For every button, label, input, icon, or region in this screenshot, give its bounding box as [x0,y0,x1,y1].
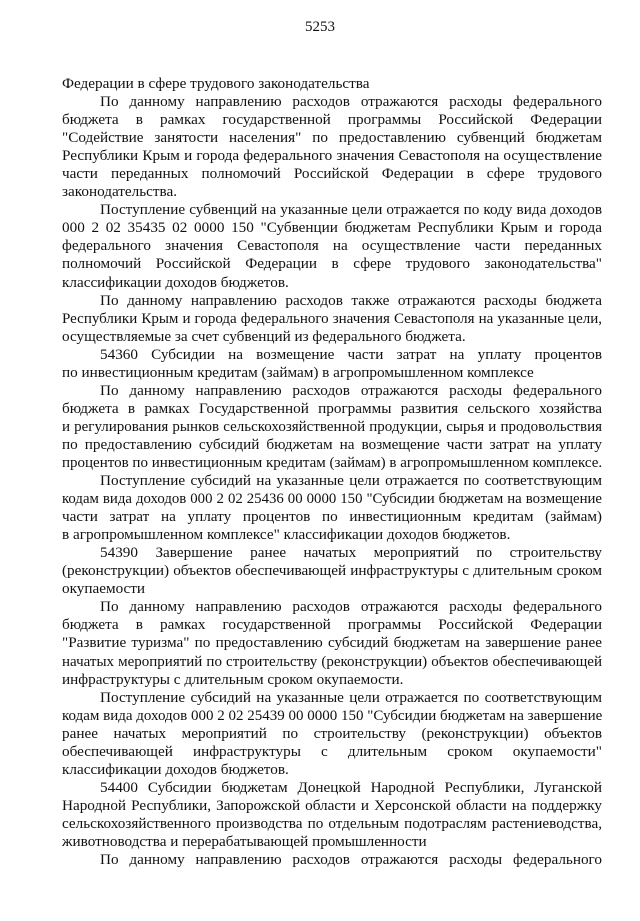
text-line: осуществляемые за счет субвенций из федерального бюджета. [62,327,466,345]
text-line: бюджета в рамках государственной программы Российской Федерации [62,111,602,129]
text-line: По данному направлению расходов отражаются расходы федерального [100,851,602,869]
text-line: начатых мероприятий по строительству (реконструкции) объектов обеспечивающей [62,653,602,670]
text-line: "Развитие туризма" по предоставлению субсидий бюджетам на завершение ранее [62,634,602,652]
text-line: окупаемости [62,580,146,598]
text-line: 000 2 02 35435 02 0000 150 "Субвенции бюджетам Республики Крым и города [62,219,602,237]
text-line: классификации доходов бюджетов. [62,760,289,778]
text-line: бюджета в рамках государственной программы Российской Федерации [62,616,602,634]
text-line: полномочий Российской Федерации в сфере трудового законодательства" [62,255,602,273]
text-line: законодательства. [62,183,178,201]
text-line: обеспечивающей инфраструктуры с длительным сроком окупаемости" [62,742,602,760]
text-line: Республики Крым и города федерального значения Севастополя на осуществление [62,147,602,165]
text-line: 54360 Субсидии на возмещение части затрат на уплату процентов [100,345,602,363]
text-line: По данному направлению расходов отражаются расходы федерального [100,598,602,616]
text-line: 54400 Субсидии бюджетам Донецкой Народной Республики, Луганской [100,778,602,796]
text-line: бюджета в рамках Государственной программы развития сельского хозяйства [62,399,602,417]
text-line: и регулирования рынков сельскохозяйственной продукции, сырья и продовольствия [62,418,602,435]
text-line: части затрат на уплату процентов по инвестиционным кредитам (займам) [62,508,602,526]
text-line: по инвестиционным кредитам (займам) в агропромышленном комплексе [62,363,534,381]
text-line: По данному направлению расходов отражаются расходы федерального [100,381,602,399]
text-line: 54390 Завершение ранее начатых мероприятий по строительству [100,544,602,562]
text-line: Поступление субвенций на указанные цели отражается по коду вида доходов [100,201,602,219]
text-line: По данному направлению расходов также отражаются расходы бюджета [100,291,602,309]
text-line: Поступление субсидий на указанные цели отражается по соответствующим [100,688,602,706]
text-line: федерального значения Севастополя на осуществление части переданных [62,237,602,255]
text-line: Республики Крым и города федерального значения Севастополя на указанные цели, [62,310,602,327]
document-body [62,75,602,869]
text-line: (реконструкции) объектов обеспечивающей инфраструктуры с длительным сроком [62,562,602,580]
text-line: процентов по инвестиционным кредитам (займам) в агропромышленном комплексе. [62,454,603,471]
text-line: ранее начатых мероприятий по строительству (реконструкции) объектов [62,724,602,742]
text-line: кодам вида доходов 000 2 02 25439 00 0000 150 "Субсидии бюджетам на завершение [62,707,603,724]
text-line: Поступление субсидий на указанные цели отражается по соответствующим [100,472,602,490]
text-line: в агропромышленном комплексе" классификации доходов бюджетов. [62,526,511,544]
text-line: Федерации в сфере трудового законодательства [62,75,370,92]
text-line: сельскохозяйственного производства по отдельным подотраслям растениеводства, [62,814,602,832]
page-number: 5253 [305,19,335,35]
text-line: Народной Республики, Запорожской области и Херсонской области на поддержку [62,796,602,814]
text-line: кодам вида доходов 000 2 02 25436 00 0000 150 "Субсидии бюджетам на возмещение [62,491,602,508]
text-line: "Содействие занятости населения" по предоставлению субвенций бюджетам [62,129,602,147]
text-line: классификации доходов бюджетов. [62,273,289,291]
text-line: части переданных полномочий Российской Федерации в сфере трудового [62,165,602,183]
text-line: по предоставлению субсидий бюджетам на возмещение части затрат на уплату [62,435,602,453]
text-line: инфраструктуры с длительным сроком окупаемости. [62,670,404,688]
text-line: животноводства и перерабатывающей промышленности [62,832,427,850]
text-line: По данному направлению расходов отражаются расходы федерального [100,93,602,111]
